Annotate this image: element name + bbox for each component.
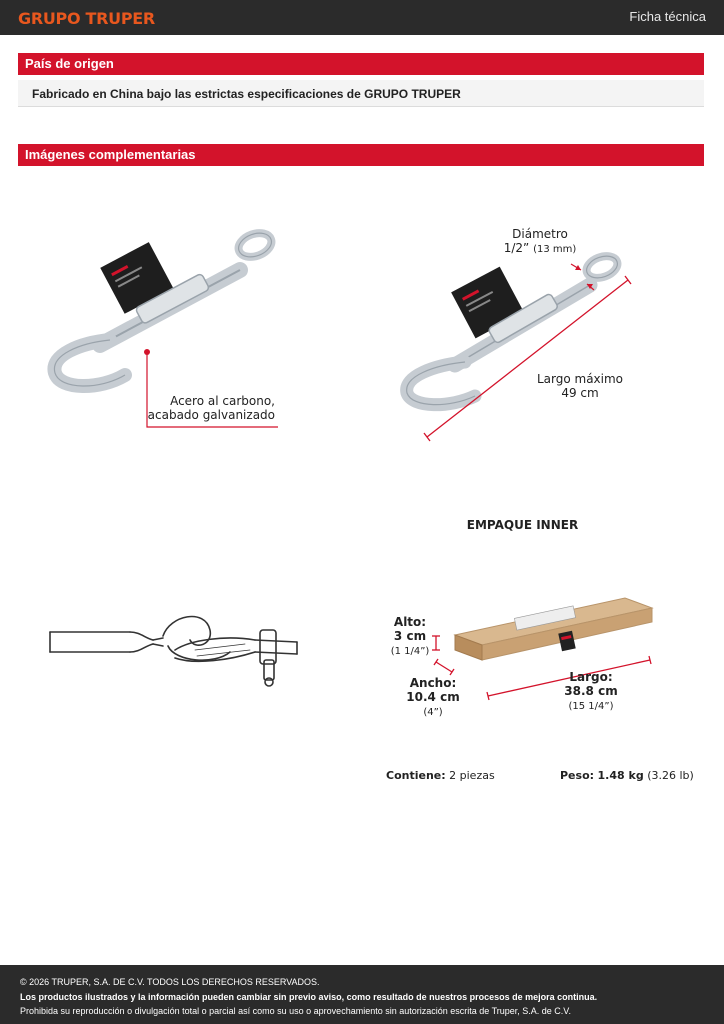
width-value: 10.4 cm bbox=[406, 690, 460, 704]
document-type: Ficha técnica bbox=[629, 9, 706, 24]
footer-copyright: © 2026 TRUPER, S.A. DE C.V. TODOS LOS DERECHOS RESERVADOS. bbox=[20, 977, 320, 987]
footer-prohibition: Prohibida su reproducción o divulgación total o parcial así como su uso o aprovechamiento sin autorización escrita de Truper, S.A. de C.V. bbox=[20, 1006, 571, 1016]
turnbuckle-image-2 bbox=[395, 250, 635, 445]
width-label: Ancho: bbox=[409, 676, 457, 690]
footer-notice: Los productos ilustrados y la información pueden cambiar sin previo aviso, como resultado de nuestros procesos de mejora continua. bbox=[20, 991, 598, 1002]
images-section-title: Imágenes complementarias bbox=[18, 144, 704, 166]
origin-section-title: País de origen bbox=[18, 53, 704, 75]
package-contents bbox=[386, 769, 495, 783]
brand-logo: GRUPO TRUPER bbox=[18, 9, 155, 28]
weight-value: 1.48 kg bbox=[597, 769, 644, 782]
contents-label: Contiene: bbox=[386, 769, 446, 782]
width-inches: (4”) bbox=[423, 707, 443, 718]
package-width-label bbox=[403, 676, 463, 720]
height-value: 3 cm bbox=[393, 629, 427, 643]
height-inches: (1 1/4”) bbox=[390, 646, 430, 657]
max-length-title: Largo máximo bbox=[536, 372, 624, 386]
package-title: EMPAQUE INNER bbox=[466, 518, 579, 532]
package-height-label bbox=[380, 615, 440, 659]
diameter-title: Diámetro bbox=[512, 227, 568, 241]
footer bbox=[0, 965, 724, 1024]
package-weight bbox=[560, 769, 694, 783]
weight-lb: (3.26 lb) bbox=[647, 769, 694, 782]
length-label: Largo: bbox=[569, 670, 613, 684]
top-bar bbox=[0, 0, 724, 35]
material-label-line-1: Acero al carbono, bbox=[170, 394, 275, 408]
diameter-mm: (13 mm) bbox=[533, 244, 577, 255]
diameter-label bbox=[495, 227, 585, 257]
weight-label: Peso: bbox=[560, 769, 595, 782]
origin-text: Fabricado en China bajo las estrictas especificaciones de GRUPO TRUPER bbox=[18, 80, 704, 107]
contents-value: 2 piezas bbox=[449, 769, 495, 782]
height-label: Alto: bbox=[393, 615, 427, 629]
max-length-label bbox=[530, 372, 630, 400]
package-length-label bbox=[556, 670, 626, 714]
max-length-value: 49 cm bbox=[561, 386, 599, 400]
length-value: 38.8 cm bbox=[564, 684, 618, 698]
diameter-value: 1/2” bbox=[503, 241, 530, 255]
material-label-line-2: acabado galvanizado bbox=[147, 408, 275, 422]
usage-diagram bbox=[45, 610, 305, 695]
material-label bbox=[145, 394, 275, 422]
length-inches: (15 1/4”) bbox=[568, 701, 614, 712]
